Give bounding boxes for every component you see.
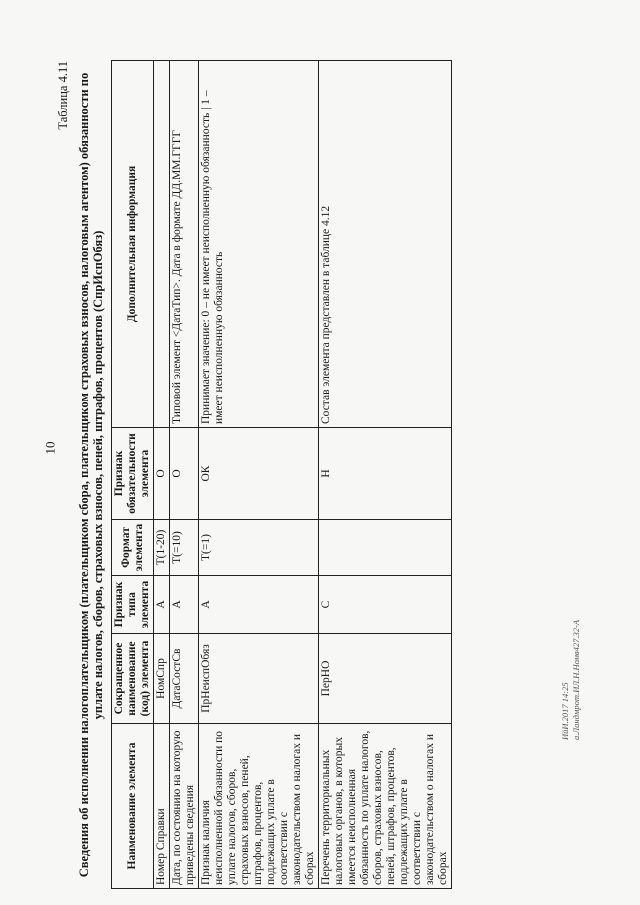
table-cell: ОК xyxy=(199,428,319,520)
table-cell: О xyxy=(170,428,199,520)
table-cell: ПерНО xyxy=(319,634,452,724)
table-cell: А xyxy=(199,576,319,634)
table-row xyxy=(199,61,319,889)
table-cell: ДатаСостСв xyxy=(170,634,199,724)
table-cell: T(=10) xyxy=(170,520,199,576)
table-cell: Номер Справки xyxy=(154,724,170,889)
table-cell: С xyxy=(319,576,452,634)
table-cell: T(1-20) xyxy=(154,520,170,576)
header-cell: Дополнительная информация xyxy=(112,61,154,428)
signature-stamp xyxy=(560,620,582,740)
table-title: Сведения об исполнении налогоплательщиком (плательщиком сбора, плательщиком страховых взносов, налоговым агентом) обязанности по уплате налогов, сборов, страховых взносов, пеней, штрафов, процентов (СпрИспОбяз) xyxy=(77,72,105,878)
table-cell: Признак наличия неисполненной обязанности по уплате налогов, сборов, страховых взносов, пеней, штрафов, процентов, подлежащих уплате в соответствии с законодательством о налогах и сборах xyxy=(199,724,319,889)
table-cell: Принимает значение: 0 – не имеет неисполненную обязанность | 1 – имеет неисполненную обязанность xyxy=(199,61,319,428)
table-cell: НомСпр xyxy=(154,634,170,724)
stamp-line: ИйИ.2017 14:25 xyxy=(560,682,570,740)
table-row xyxy=(319,61,452,889)
table-cell: Типовой элемент <ДатаТип>. Дата в формате ДД.ММ.ГГГГ xyxy=(170,61,199,428)
table-cell: ПрНеиспОбяз xyxy=(199,634,319,724)
table-row xyxy=(154,61,170,889)
table-cell: T(=1) xyxy=(199,520,319,576)
table-row xyxy=(170,61,199,889)
table-cell: Перечень территориальных налоговых органов, в которых имеется неисполненная обязанность по уплате налогов, сборов, страховых взносов, пеней, штрафов, процентов, подлежащих уплате в соответствии с законодательством о налогах и сборах xyxy=(319,724,452,889)
table-cell: О xyxy=(154,428,170,520)
table-cell xyxy=(319,520,452,576)
elements-table xyxy=(111,60,452,889)
header-cell: Признак обязательности элемента xyxy=(112,428,154,520)
header-cell: Сокращенное наименование (код) элемента xyxy=(112,634,154,724)
table-header-row xyxy=(112,61,154,889)
table-cell: Н xyxy=(319,428,452,520)
header-cell: Признак типа элемента xyxy=(112,576,154,634)
header-cell: Формат элемента xyxy=(112,520,154,576)
table-cell xyxy=(154,61,170,428)
table-cell: А xyxy=(170,576,199,634)
table-number: Таблица 4.11 xyxy=(56,61,70,130)
header-cell: Наименование элемента xyxy=(112,724,154,889)
rotated-content xyxy=(56,61,591,889)
page-number: 10 xyxy=(42,441,58,455)
table-cell: А xyxy=(154,576,170,634)
stamp-line: а.Ландмрот.ИЛ.Н.Номв427.32-А xyxy=(571,619,581,740)
table-cell: Дата, по состоянию на которую приведены сведения xyxy=(170,724,199,889)
table-cell: Состав элемента представлен в таблице 4.12 xyxy=(319,61,452,428)
